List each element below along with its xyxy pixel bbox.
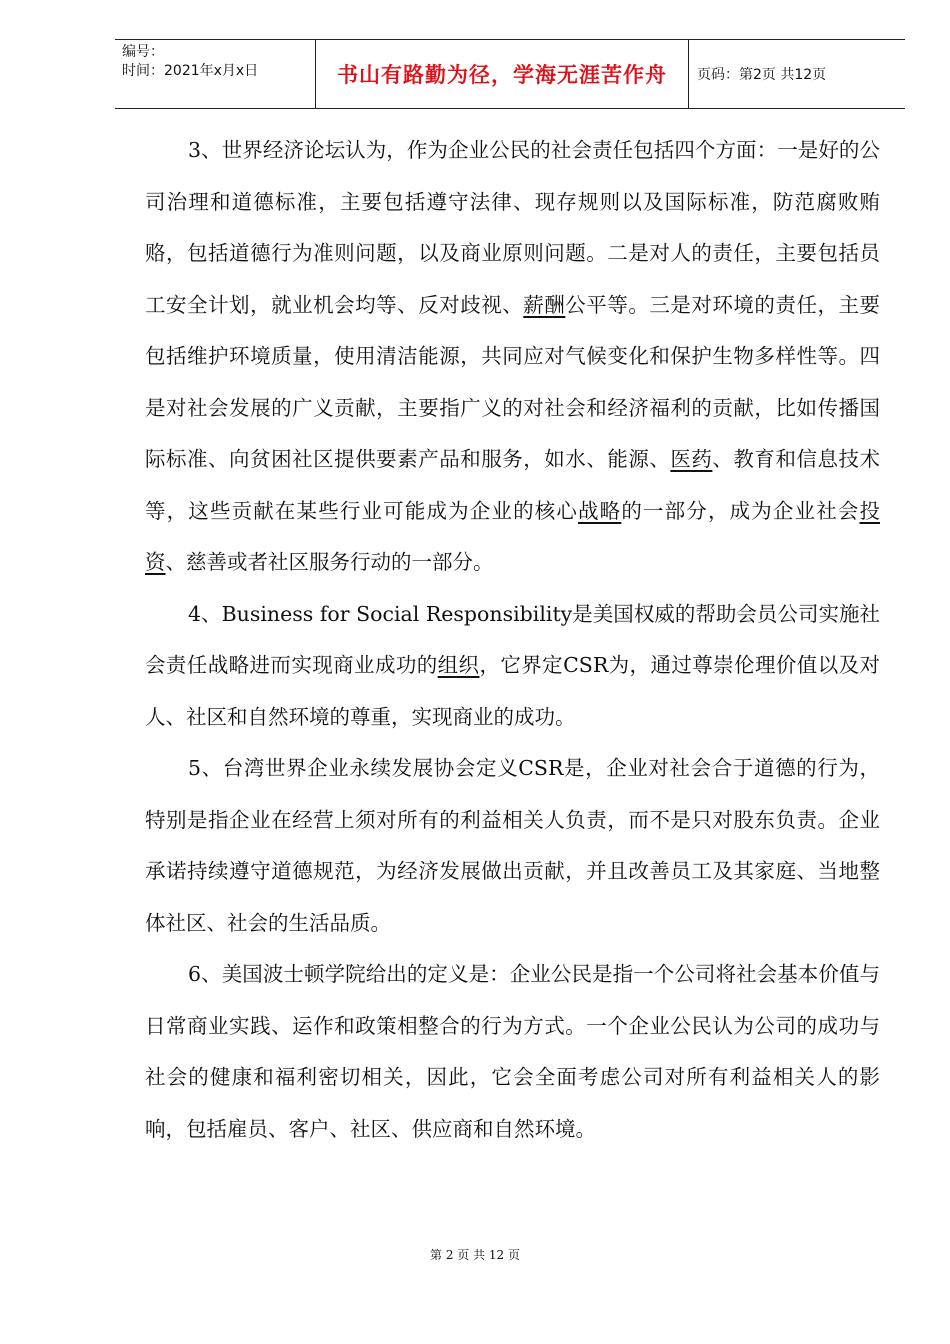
paragraph-text: 5、台湾世界企业永续发展协会定义CSR是，企业对社会合于道德的行为，特别是指企业在经营上须对所有的利益相关人负责，而不是只对股东负责。企业承诺持续遵守道德规范，为经济发展做出贡献，并且改善员工及其家庭、当地整体社区、社会的生活品质。	[145, 756, 880, 935]
paragraph-text: 、教育和信息技术等，这些贡献在某些行业可能成为企业的核心	[145, 447, 881, 523]
underlined-term: 战略	[578, 498, 622, 523]
paragraph-text: ，它界定CSR为，通过尊崇伦理价值以及对人、社区和自然环境的尊重，实现商业的成功。	[145, 653, 880, 729]
header-meta-cell	[115, 40, 316, 108]
paragraph-4	[145, 589, 880, 744]
underlined-term: 投资	[145, 498, 881, 574]
paragraph-text: 公平等。三是对环境的责任，主要包括维护环境质量，使用清洁能源，共同应对气候变化和保护生物多样性等。四是对社会发展的广义贡献，主要指广义的对社会和经济福利的贡献，比如传播国际标准、向贫困社区提供要素产品和服务，如水、能源、	[145, 292, 881, 471]
underlined-term: 薪酬	[523, 292, 566, 317]
paragraph-6	[145, 949, 880, 1155]
paragraph-5	[145, 743, 880, 949]
document-number-label: 编号：	[122, 44, 164, 60]
page-header	[115, 39, 905, 109]
header-motto: 书山有路勤为径，学海无涯苦作舟	[316, 40, 689, 108]
paragraph-text: 6、美国波士顿学院给出的定义是：企业公民是指一个公司将社会基本价值与日常商业实践、运作和政策相整合的行为方式。一个企业公民认为公司的成功与社会的健康和福利密切相关，因此，它会全面考虑公司对所有利益相关人的影响，包括雇员、客户、社区、供应商和自然环境。	[145, 962, 880, 1141]
document-time-label: 时间：2021年x月x日	[122, 63, 259, 79]
paragraph-text: 的一部分，成为企业社会	[621, 498, 860, 523]
paragraph-3	[145, 125, 880, 589]
document-body	[145, 125, 880, 1155]
paragraph-text: 4、Business for Social Responsibility是美国权威的帮助会员公司实施社会责任战略进而实现商业成功的	[145, 601, 880, 677]
page-footer: 第 2 页 共 12 页	[430, 1248, 520, 1262]
underlined-term: 医药	[670, 447, 713, 471]
paragraph-text: 3、世界经济论坛认为，作为企业公民的社会责任包括四个方面：一是好的公司治理和道德标准，主要包括遵守法律、现存规则以及国际标准，防范腐败贿赂，包括道德行为准则问题，以及商业原则问题。二是对人的责任，主要包括员工安全计划，就业机会均等、反对歧视、	[145, 138, 880, 317]
underlined-term: 组织	[437, 653, 480, 677]
header-page-info: 页码：第2页 共12页	[697, 67, 827, 83]
paragraph-text: 、慈善或者社区服务行动的一部分。	[165, 550, 494, 574]
